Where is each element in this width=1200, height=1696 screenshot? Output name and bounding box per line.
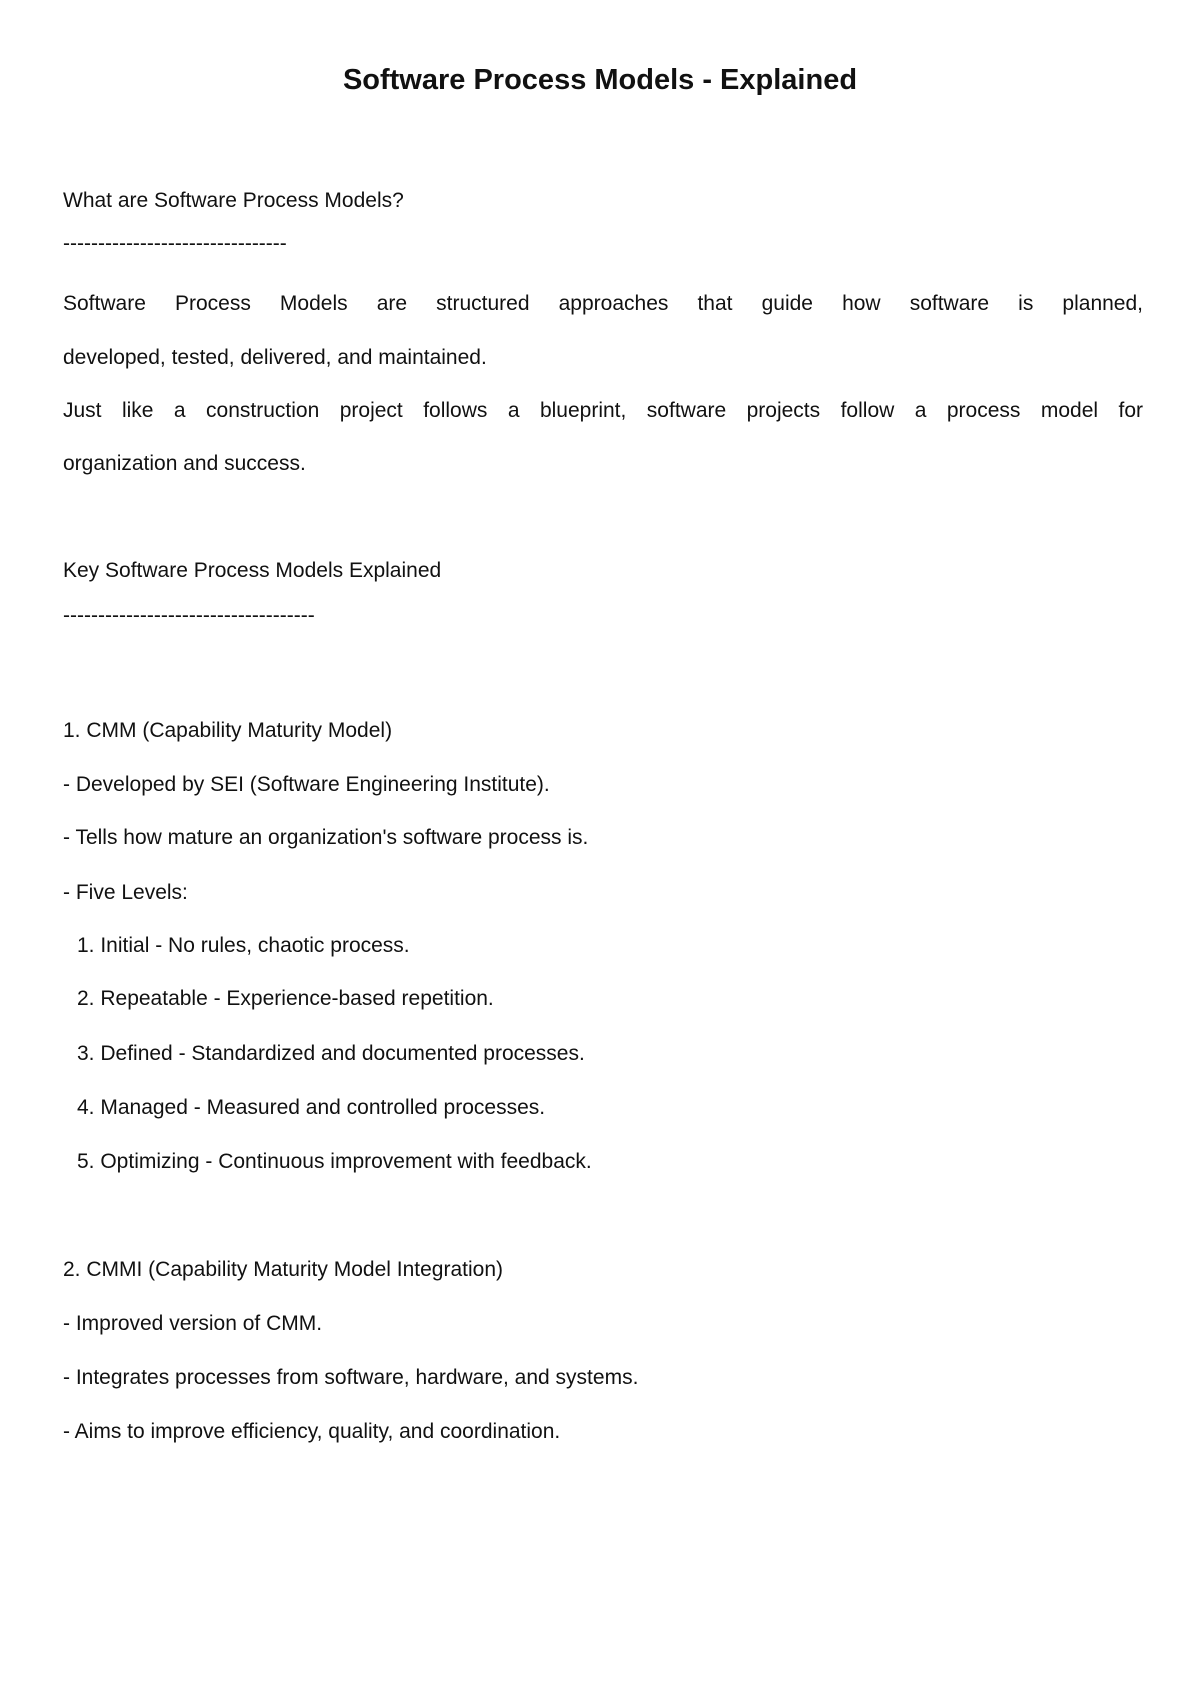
paragraph-line: organization and success. <box>63 452 306 475</box>
cmm-heading: 1. CMM (Capability Maturity Model) <box>63 719 393 742</box>
cmm-level-item: 4. Managed - Measured and controlled processes. <box>77 1096 546 1119</box>
section-heading-what-are: What are Software Process Models? <box>63 189 404 212</box>
document-title: Software Process Models - Explained <box>342 64 858 96</box>
cmm-level-item: 1. Initial - No rules, chaotic process. <box>77 934 410 957</box>
cmm-level-item: 2. Repeatable - Experience-based repetition. <box>77 987 494 1010</box>
cmm-level-item: 3. Defined - Standardized and documented processes. <box>77 1042 585 1065</box>
paragraph-line: developed, tested, delivered, and maintained. <box>63 346 487 369</box>
section-rule: ------------------------------------ <box>63 604 315 627</box>
cmm-level-item: 5. Optimizing - Continuous improvement with feedback. <box>77 1150 592 1173</box>
list-item: - Aims to improve efficiency, quality, and coordination. <box>63 1420 561 1443</box>
list-item: - Tells how mature an organization's software process is. <box>63 826 589 849</box>
list-item: - Five Levels: <box>63 881 188 904</box>
paragraph-line: Software Process Models are structured approaches that guide how software is planned, <box>63 292 1143 315</box>
paragraph-line: Just like a construction project follows a blueprint, software projects follow a process model for <box>63 399 1143 422</box>
section-rule: -------------------------------- <box>63 232 287 255</box>
cmmi-heading: 2. CMMI (Capability Maturity Model Integration) <box>63 1258 503 1281</box>
list-item: - Developed by SEI (Software Engineering Institute). <box>63 773 550 796</box>
list-item: - Integrates processes from software, hardware, and systems. <box>63 1366 639 1389</box>
list-item: - Improved version of CMM. <box>63 1312 323 1335</box>
section-heading-key-models: Key Software Process Models Explained <box>63 559 442 582</box>
